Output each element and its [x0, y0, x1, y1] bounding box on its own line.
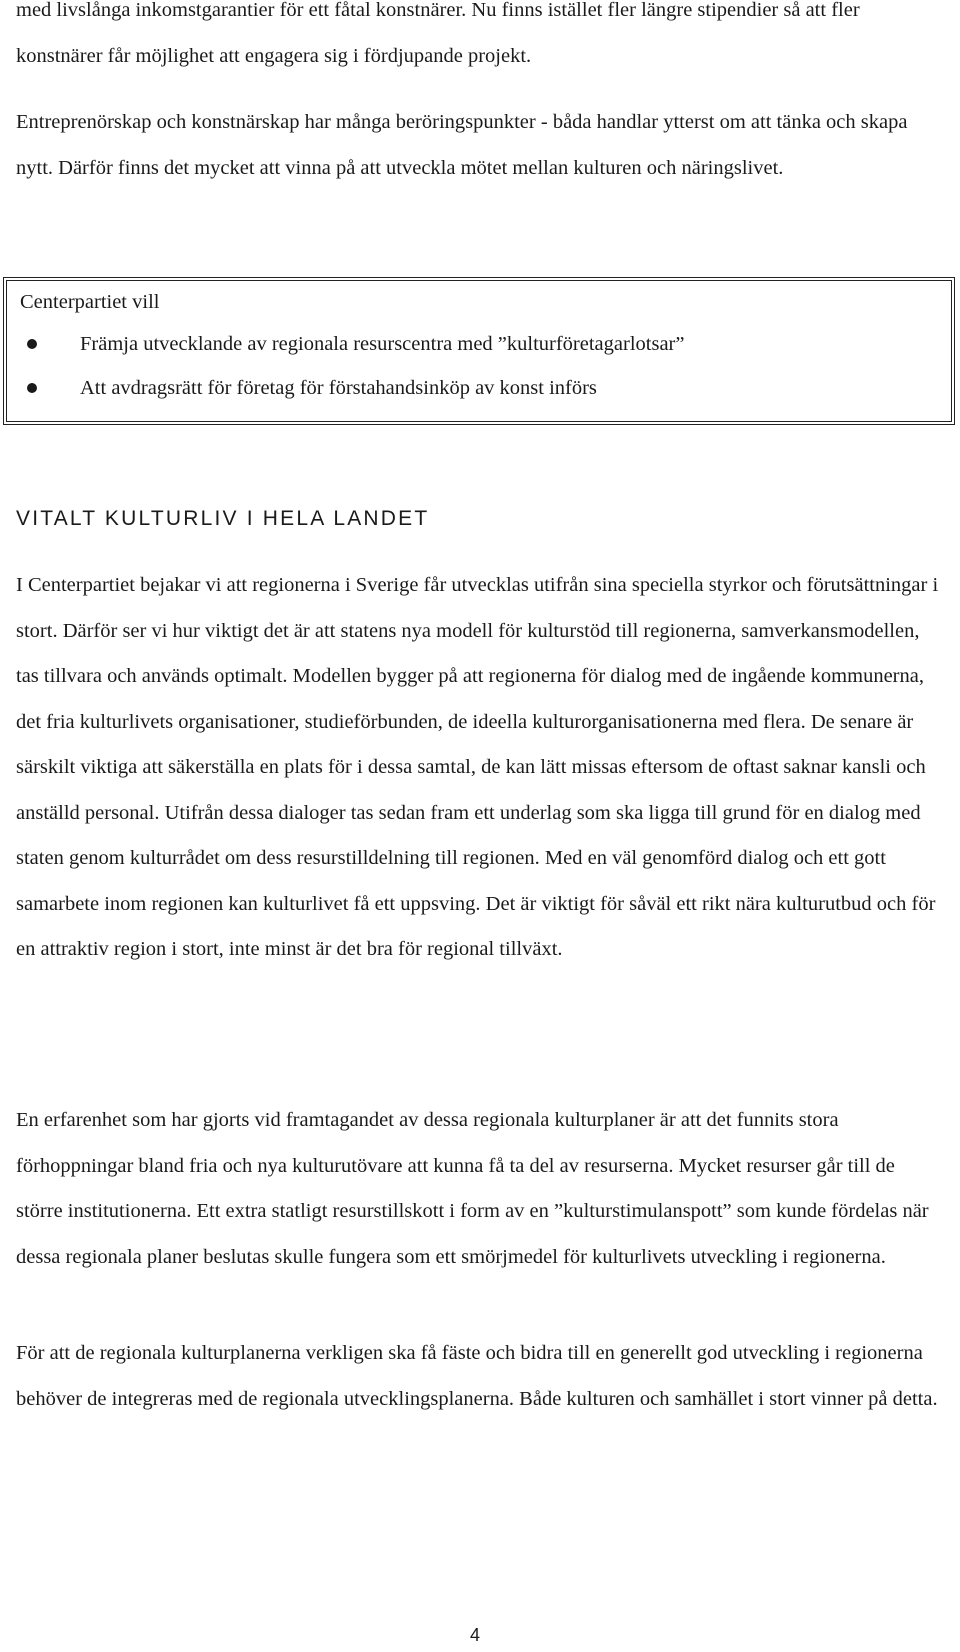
paragraph-conclusion: För att de regionala kulturplanerna verkligen ska få fäste och bidra till en generellt god utveckling i regionerna behöver de integreras med de regionala utvecklingsplanerna. Både kulturen och samhället i stort vinner på detta. — [16, 1342, 938, 1410]
callout-box — [3, 277, 955, 425]
bullet-text: Att avdragsrätt för företag för förstahandsinköp av konst införs — [80, 377, 597, 399]
section-heading: VITALT KULTURLIV I HELA LANDET — [16, 507, 430, 530]
bullet-dot-icon — [27, 383, 37, 393]
bullet-dot-icon — [27, 339, 37, 349]
paragraph-regions: I Centerpartiet bejakar vi att regionerna i Sverige får utvecklas utifrån sina speciella styrkor och förutsättningar i stort. Därför ser vi hur viktigt det är att statens nya modell för kulturstöd till regionerna, samverkansmodellen, tas tillvara och används optimalt. Modellen bygger på att regionerna för dialog med de ingående kommunerna, det fria kulturlivets organisationer, studieförbunden, de ideella kulturorganisationerna med flera. De senare är särskilt viktiga att säkerställa en plats för i dessa samtal, de kan lätt missas eftersom de oftast saknar kansli och anställd personal. Utifrån dessa dialoger tas sedan fram ett underlag som ska ligga till grund för en dialog med staten genom kulturrådet om dess resurstilldelning till regionen. Med en väl genomförd dialog och ett gott samarbete inom regionen kan kulturlivet få ett uppsving. Det är viktigt för såväl ett rikt nära kulturutbud och för en attraktiv region i stort, inte minst är det bra för regional tillväxt. — [16, 574, 939, 960]
bullet-text: Främja utvecklande av regionala resurscentra med ”kulturföretagarlotsar” — [80, 333, 685, 355]
callout-title: Centerpartiet vill — [20, 291, 160, 313]
paragraph-intro-continued: med livslånga inkomstgarantier för ett fåtal konstnärer. Nu finns istället fler längre stipendier så att fler konstnärer får möjlighet att engagera sig i fördjupande projekt. — [16, 0, 860, 67]
paragraph-entrepreneurship: Entreprenörskap och konstnärskap har många beröringspunkter - båda handlar ytterst om att tänka och skapa nytt. Därför finns det mycket att vinna på att utveckla mötet mellan kulturen och näringslivet. — [16, 111, 908, 179]
paragraph-experience: En erfarenhet som har gjorts vid framtagandet av dessa regionala kulturplaner är att det funnits stora förhoppningar bland fria och nya kulturutövare att kunna få ta del av resurserna. Mycket resurser går till de större institutionerna. Ett extra statligt resurstillskott i form av en ”kulturstimulanspott” som kunde fördelas när dessa regionala planer beslutas skulle fungera som ett smörjmedel för kulturlivets utveckling i regionerna. — [16, 1109, 929, 1268]
page-number: 4 — [470, 1625, 481, 1645]
